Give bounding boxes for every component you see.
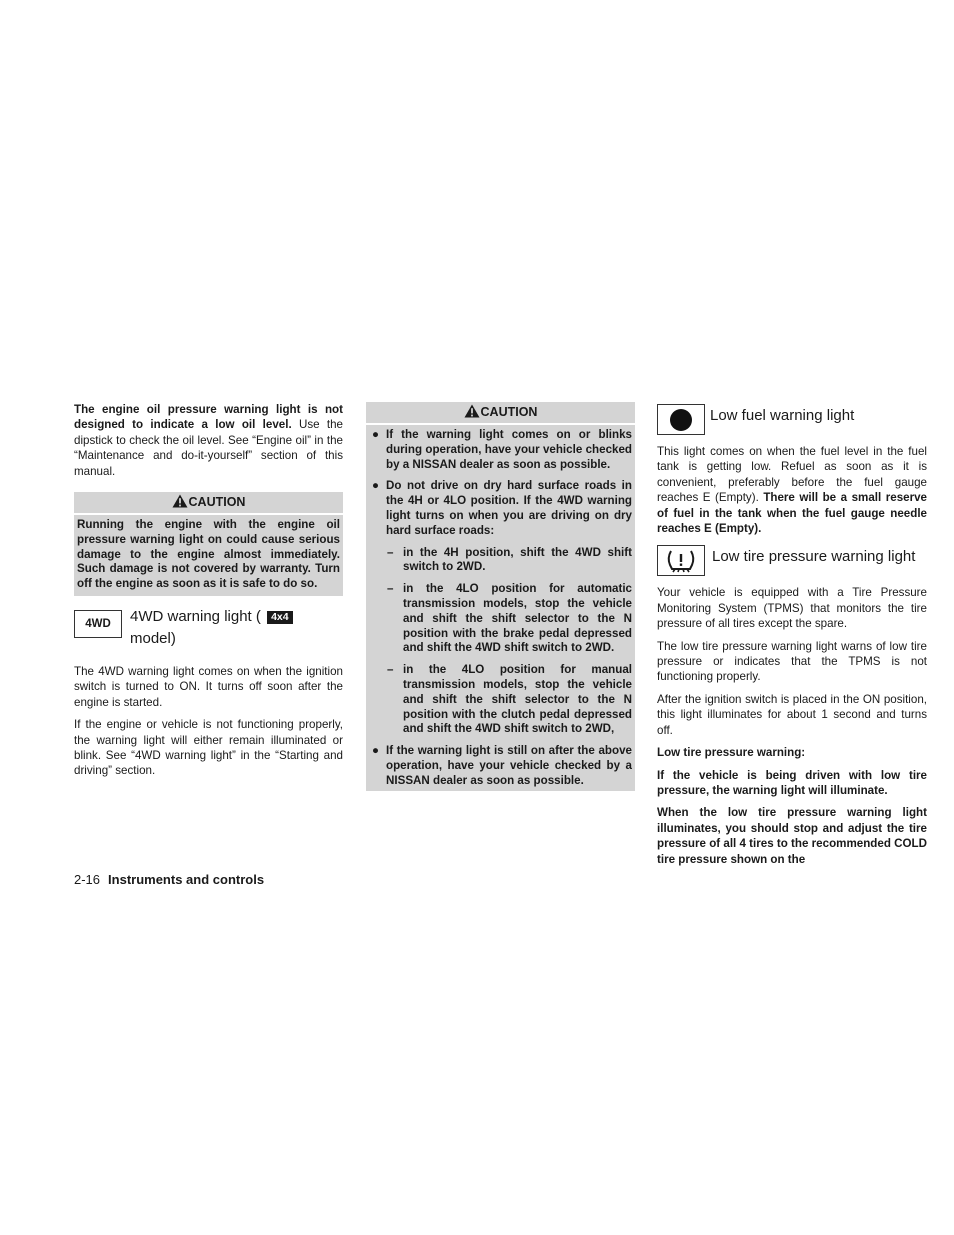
bullet-icon: ● xyxy=(372,744,380,758)
4x4-badge-icon xyxy=(267,611,293,624)
heading-fuel-text: Low fuel warning light xyxy=(710,407,855,424)
bullet-icon: ● xyxy=(372,479,380,493)
bullet-text: If the warning light is still on after the above operation, have your vehicle checked by a NISSAN dealer as soon as possible. xyxy=(386,744,632,787)
tire-bold-para-1: If the vehicle is being driven with low tire pressure, the warning light will illuminate. xyxy=(657,768,927,797)
caution-header xyxy=(74,492,343,515)
heading-low-tire xyxy=(657,543,927,585)
tire-para-1: Your vehicle is equipped with a Tire Pressure Monitoring System (TPMS) that monitors the tire pressure of all tires except the spare. xyxy=(657,586,927,631)
list-item xyxy=(369,428,632,472)
heading-4wd-text xyxy=(130,606,345,650)
4wd-para-2: If the engine or vehicle is not functioning properly, the warning light will either remain illuminated or blink. See “4WD warning light” in the “Starting and driving” section. xyxy=(74,718,343,778)
oil-note-rest: Use the dipstick to check the oil level. See “Engine oil” in the “Maintenance and do-it-yourself” section of this manual. xyxy=(74,418,343,478)
bullet-text: If the warning light comes on or blinks during operation, have your vehicle checked by a NISSAN dealer as soon as possible. xyxy=(386,428,632,471)
4wd-para-1: The 4WD warning light comes on when the ignition switch is turned to ON. It turns off soon after the engine is started. xyxy=(74,665,343,709)
heading-low-fuel xyxy=(657,402,927,444)
column-middle xyxy=(366,402,635,791)
list-item xyxy=(369,479,632,737)
caution-list xyxy=(369,428,632,789)
list-item xyxy=(369,744,632,788)
caution-text: Running the engine with the engine oil pressure warning light on could cause serious damage to the engine almost immediately. Such damage is not covered by warranty. Turn off the engine as soon as it is safe to do so. xyxy=(77,518,340,591)
low-fuel-icon xyxy=(657,404,705,435)
sub-text: in the 4H position, shift the 4WD shift switch to 2WD. xyxy=(403,545,632,574)
tire-pressure-icon xyxy=(657,545,705,576)
sub-text: in the 4LO position for automatic transmission models, stop the vehicle and shift the shift selector to the N position with the brake pedal depressed and shift the 4WD shift switch to 2WD. xyxy=(403,582,632,655)
4x4-badge-label: 4x4 xyxy=(271,611,289,624)
fuel-para-bold: There will be a small reserve of fuel in the tank when the fuel gauge needle reaches E (Empty). xyxy=(657,491,927,536)
sub-list xyxy=(386,546,632,738)
heading-4wd-part1: 4WD warning light ( xyxy=(130,608,261,626)
caution-title: CAUTION xyxy=(188,495,246,510)
dash-icon: – xyxy=(387,663,394,677)
tire-bold-para-2: When the low tire pressure warning light illuminates, you should stop and adjust the tire pressure of all 4 tires to the recommended COLD tire pressure shown on the xyxy=(657,806,927,866)
heading-4wd-part2: model) xyxy=(130,630,176,648)
tire-para-2: The low tire pressure warning light warns of low tire pressure or indicates that the TPMS is not functioning properly. xyxy=(657,639,927,684)
column-left xyxy=(74,402,343,786)
warning-triangle-icon xyxy=(464,404,480,425)
column-right xyxy=(657,402,927,874)
oil-pressure-note xyxy=(74,402,343,479)
dash-icon: – xyxy=(387,582,394,596)
caution-header xyxy=(366,402,635,425)
fuel-para-rest: This light comes on when the fuel level in the fuel tank is getting low. Refuel as soon as it is convenient, preferably before the fuel gauge reaches E (Empty). xyxy=(657,445,927,505)
sub-list-item xyxy=(386,582,632,656)
tire-subheading: Low tire pressure warning: xyxy=(657,746,806,760)
caution-box-4wd xyxy=(366,402,635,791)
tire-para-3: After the ignition switch is placed in the ON position, this light illuminates for about 1 second and turns off. xyxy=(657,692,927,737)
page-number: 2-16 xyxy=(74,872,101,887)
sub-text: in the 4LO position for manual transmission models, stop the vehicle and shift the shift selector to the N position with the clutch pedal depressed and shift the 4WD shift switch to 2WD, xyxy=(403,663,632,736)
sub-list-item xyxy=(386,663,632,737)
sub-list-item xyxy=(386,546,632,576)
caution-box-oil xyxy=(74,492,343,596)
4wd-icon xyxy=(74,610,122,638)
fuel-dot-icon xyxy=(669,408,693,432)
warning-triangle-icon xyxy=(172,494,188,515)
heading-4wd-warning xyxy=(74,604,343,658)
dash-icon: – xyxy=(387,545,394,559)
heading-tire-text: Low tire pressure warning light xyxy=(712,548,916,566)
section-title: Instruments and controls xyxy=(108,872,265,887)
4wd-icon-label: 4WD xyxy=(85,618,111,631)
bullet-icon: ● xyxy=(372,428,380,441)
fuel-para xyxy=(657,444,927,536)
caution-title: CAUTION xyxy=(480,405,538,419)
oil-note-bold: The engine oil pressure warning light is not designed to indicate a low oil level. xyxy=(74,403,343,432)
page-footer xyxy=(74,872,264,887)
bullet-text: Do not drive on dry hard surface roads in the 4H or 4LO position. If the 4WD warning light turns on when you are driving on dry hard surface roads: xyxy=(386,479,632,537)
